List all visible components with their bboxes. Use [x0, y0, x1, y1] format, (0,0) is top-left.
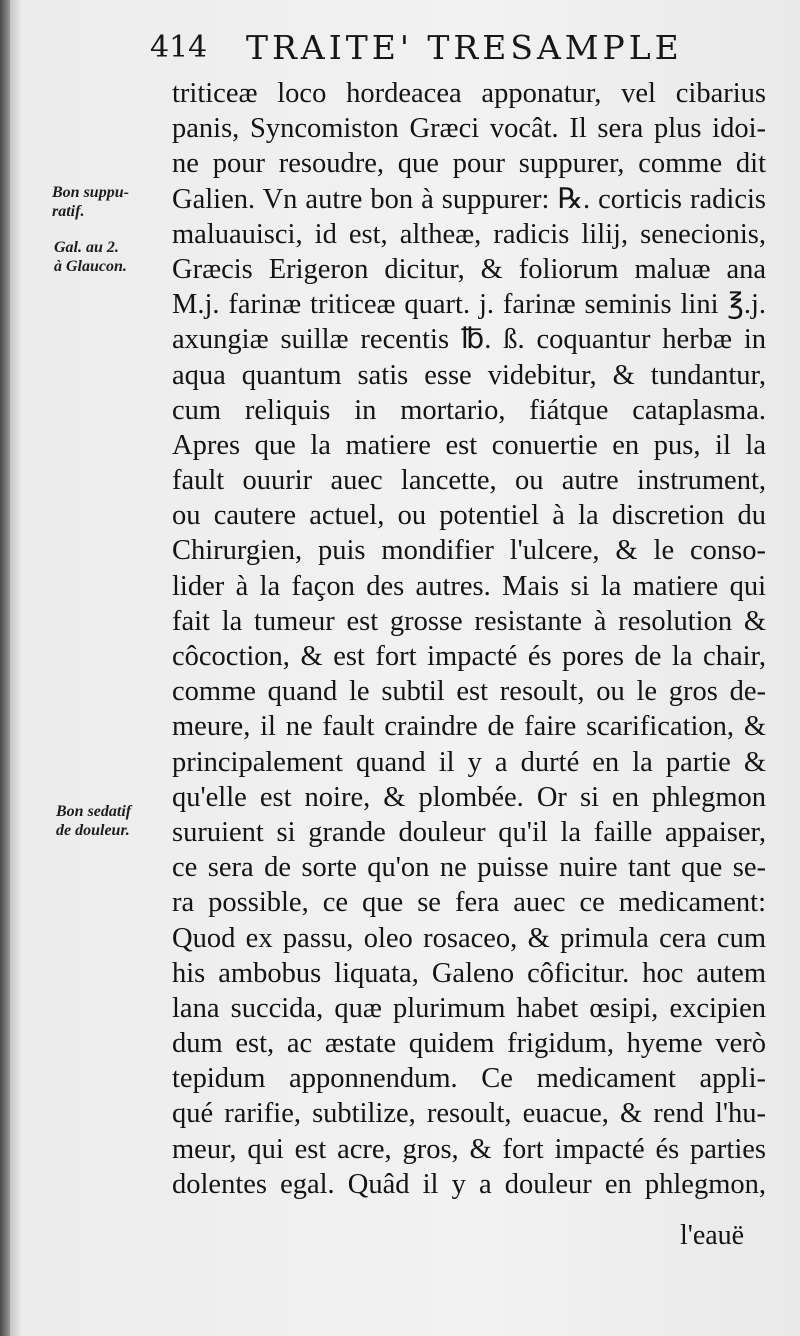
- text-line: fait la tumeur est grosse resistante à resolution &: [172, 605, 766, 637]
- text-line: axungiæ suillæ recentis ℔. ß. coquantur herbæ in: [172, 324, 766, 356]
- text-line: meur, qui est acre, gros, & fort impacté és parties: [172, 1133, 766, 1165]
- text-line: Quod ex passu, oleo rosaceo, & primula cera cum: [172, 922, 766, 954]
- margin-note-line: Bon suppu-: [52, 184, 129, 201]
- text-line: qu'elle est noire, & plombée. Or si en phlegmon: [172, 781, 766, 813]
- page-header: [150, 26, 750, 70]
- text-line: meure, il ne fault craindre de faire scarification, &: [172, 711, 766, 743]
- text-line: Græcis Erigeron dicitur, & foliorum maluæ ana: [172, 253, 766, 285]
- text-line: M.j. farinæ triticeæ quart. j. farinæ seminis lini ℥.j.: [172, 289, 766, 321]
- text-line: cum reliquis in mortario, fiátque cataplasma.: [172, 394, 766, 426]
- margin-note-line: Bon sedatif: [56, 803, 132, 820]
- text-line: panis, Syncomiston Græci vocât. Il sera plus idoi-: [172, 113, 766, 145]
- margin-note-line: à Glaucon.: [54, 258, 127, 275]
- text-line: fault ouurir auec lancette, ou autre instrument,: [172, 465, 766, 497]
- text-line: Galien. Vn autre bon à suppurer: ℞. corticis radicis: [172, 183, 766, 215]
- text-line: qué rarifie, subtilize, resoult, euacue, & rend l'hu-: [172, 1098, 766, 1130]
- text-line: ra possible, ce que se fera auec ce medicament:: [172, 887, 766, 919]
- text-line: côcoction, & est fort impacté és pores de la chair,: [172, 641, 766, 672]
- margin-note-line: de douleur.: [56, 822, 130, 839]
- text-line: ne pour resoudre, que pour suppurer, comme dit: [172, 148, 766, 180]
- text-line: lider à la façon des autres. Mais si la matiere qui: [172, 570, 766, 602]
- text-line: tepidum apponnendum. Ce medicament appli-: [172, 1063, 766, 1095]
- margin-note-line: ratif.: [52, 203, 85, 220]
- text-line: principalement quand il y a durté en la partie &: [172, 746, 766, 778]
- catchword: l'eauë: [680, 1220, 745, 1251]
- running-title: TRAITE' TRESAMPLE: [246, 28, 683, 67]
- text-line: Chirurgien, puis mondifier l'ulcere, & le conso-: [172, 535, 766, 567]
- margin-note-sedatif: [56, 802, 131, 840]
- text-line: dum est, ac æstate quidem frigidum, hyeme verò: [172, 1028, 766, 1060]
- text-line: triticeæ loco hordeacea apponatur, vel cibarius: [172, 78, 766, 109]
- text-line: ou cautere actuel, ou potentiel à la discretion du: [172, 500, 766, 532]
- page-number: 414: [150, 30, 208, 65]
- book-spine-shadow: [0, 0, 10, 1336]
- body-text: [172, 76, 766, 1202]
- text-line: his ambobus liquata, Galeno côficitur. hoc autem: [172, 957, 766, 989]
- text-line: suruient si grande douleur qu'il la faille appaiser,: [172, 816, 766, 848]
- text-line: ce sera de sorte qu'on ne puisse nuire tant que se-: [172, 852, 766, 884]
- text-line: maluauisci, id est, altheæ, radicis lilij, senecionis,: [172, 218, 766, 250]
- text-line: aqua quantum satis esse videbitur, & tundantur,: [172, 359, 766, 391]
- margin-note-suppuratif: [52, 183, 129, 221]
- margin-note-line: Gal. au 2.: [54, 239, 119, 256]
- text-line: comme quand le subtil est resoult, ou le gros de-: [172, 676, 766, 708]
- text-line: dolentes egal. Quâd il y a douleur en phlegmon,: [172, 1168, 766, 1200]
- text-line: lana succida, quæ plurimum habet œsipi, excipien: [172, 992, 766, 1024]
- margin-note-galien-reference: [54, 238, 127, 276]
- text-line: Apres que la matiere est conuertie en pus, il la: [172, 429, 766, 461]
